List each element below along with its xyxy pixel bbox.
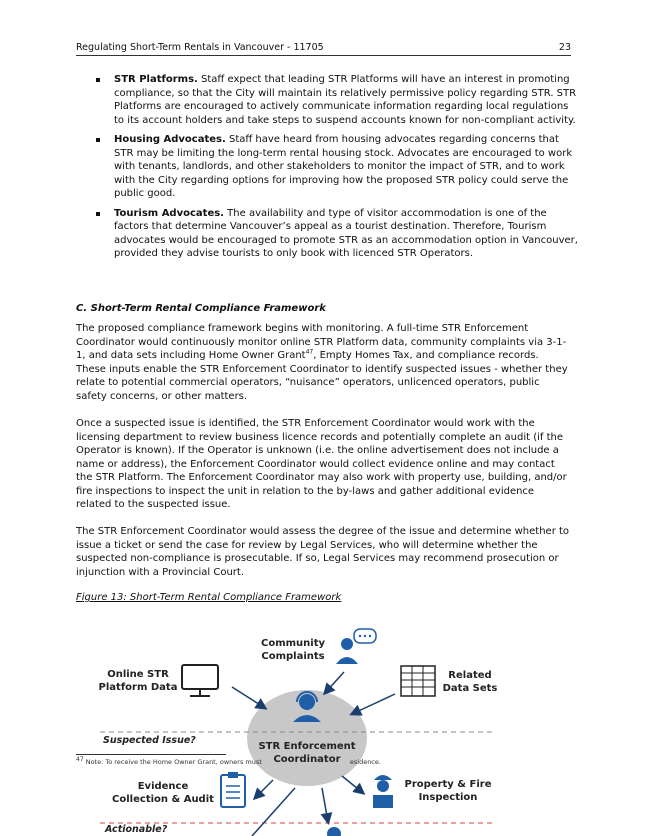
- actionable-label: Actionable?: [105, 824, 168, 835]
- paragraph-assessment: The STR Enforcement Coordinator would assess the degree of the issue and determine whether to issue a ticket or send the case for review by Legal Services, who will determine whether the suspected non-compliance is prosecutable. If so, Legal Services may recommend prosecution or injunction with a Provincial Court.: [76, 526, 570, 578]
- footnote: [76, 755, 546, 766]
- stakeholder-list: [94, 73, 578, 267]
- arrow-online-data: [232, 687, 265, 708]
- paragraph-text: The proposed compliance framework begins with monitoring. A full-time STR Enforcement Coordinator would continuously monitor online STR Platform data, community complaints via 3-1-1, and data sets including Home Owner Grant: [76, 323, 567, 361]
- arrow-down-center: [322, 788, 328, 822]
- arrow-evidence: [255, 780, 273, 798]
- property-fire-inspection-label: Property & Fire Inspection: [404, 779, 492, 803]
- bullet-text: Staff expect that leading STR Platforms will have an interest in promoting compliance, so that the City will maintain its relatively permissive policy regarding STR. STR Platforms are encouraged to actively communicate information regarding local regulations to its account holders and take steps to suspend accounts known for non-compliant activity.: [114, 74, 577, 126]
- footnote-rule: [76, 754, 226, 755]
- list-item: [94, 73, 578, 127]
- bullet-square-icon: [96, 138, 100, 142]
- arrow-data-sets: [352, 694, 395, 714]
- page-header: [76, 42, 571, 56]
- footnote-text: Note: To receive the Home Owner Grant, owners must: [85, 758, 262, 766]
- person-icon: [327, 827, 341, 836]
- bullet-term: Tourism Advocates.: [114, 207, 224, 219]
- bullet-term: Housing Advocates.: [114, 134, 226, 145]
- page-number: 23: [558, 42, 571, 53]
- coordinator-label: STR Enforcement Coordinator: [258, 741, 356, 765]
- arrow-inspection: [342, 776, 363, 793]
- list-item: [94, 207, 578, 261]
- paragraph-monitoring: [76, 322, 570, 403]
- inspector-icon: [373, 775, 393, 808]
- figure-caption: Figure 13: Short-Term Rental Compliance Framework: [76, 592, 342, 603]
- paragraph-suspected-issue: Once a suspected issue is identified, the STR Enforcement Coordinator would work with the licensing department to review business licence records and potentially complete an audit (if the Operator is known). If the Operator is unknown (i.e. the online advertisement does not include a name or address), the Enforcement Coordinator would collect evidence online and may contact the STR Platform. The Enforcement Coordinator may also work with property use, building, and/or fire inspections to inspect the unit in relation to the by-laws and gather additional evidence related to the suspected issue.: [76, 418, 567, 510]
- bullet-term: STR Platforms.: [114, 74, 198, 85]
- document-title: Regulating Short-Term Rentals in Vancouver - 11705: [76, 42, 324, 53]
- suspected-issue-label: Suspected Issue?: [103, 735, 196, 746]
- related-data-sets-label: Related Data Sets: [442, 670, 498, 694]
- evidence-collection-label: Evidence Collection & Audit: [112, 781, 214, 805]
- bullet-square-icon: [96, 78, 100, 82]
- bullet-text: The availability and type of visitor accommodation is one of the factors that determine Vancouver’s appeal as a tourist destination. Therefore, Tourism advocates would be encouraged to promote STR as an accommodation option in Vancouver, provided they advise tourists to only book with licenced STR Operators.: [114, 207, 578, 259]
- bullet-square-icon: [96, 212, 100, 216]
- footnote-text-right: esidence.: [349, 758, 381, 766]
- online-platform-label: Online STR Platform Data: [98, 669, 178, 693]
- footnote-number: 47: [76, 755, 84, 763]
- arrow-complaints: [325, 672, 344, 693]
- community-complaints-label: Community Complaints: [260, 638, 325, 662]
- section-title: C. Short-Term Rental Compliance Framework: [76, 303, 326, 314]
- bullet-text: Staff have heard from housing advocates regarding concerns that STR may be limiting the long-term rental housing stock. Advocates are encouraged to work with tenants, landlords, and other stakeholders to monitor the impact of STR, and to work with the City regarding options for improving how the proposed STR policy could serve the public good.: [114, 134, 573, 199]
- list-item: [94, 133, 578, 201]
- footnote-ref[interactable]: 47: [305, 348, 314, 356]
- clipboard-icon: [221, 772, 245, 807]
- paragraph-text: , Empty Homes Tax, and compliance records. These inputs enable the STR Enforcement Coordinator to identify suspected issues - whether they relate to potential commercial operators, “nuisance” operators, unlicenced operators, public safety concerns, or other matters.: [76, 350, 568, 402]
